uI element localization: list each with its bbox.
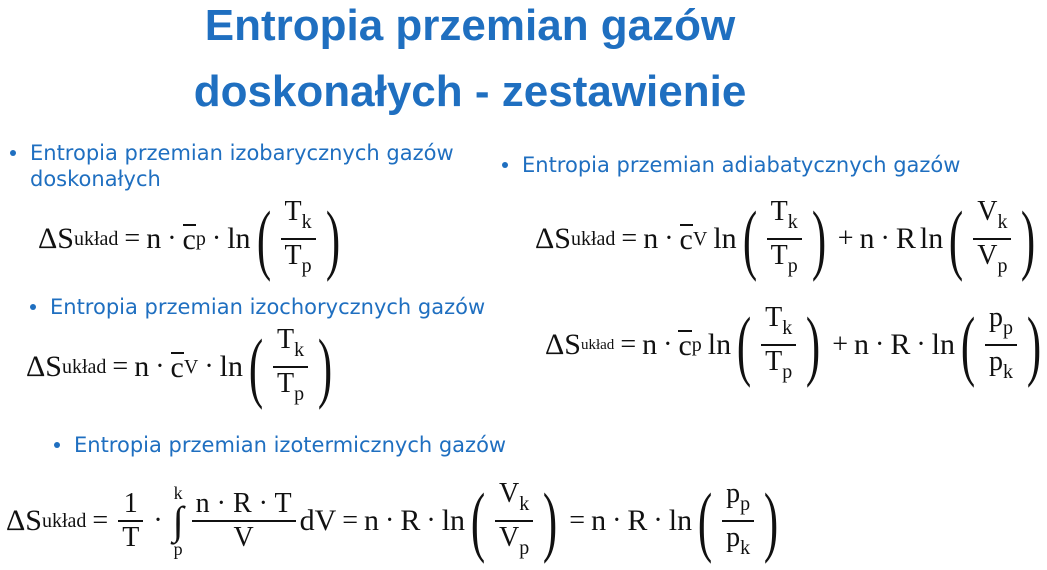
right-paren-icon: ) [1021,195,1036,282]
section-izobaryczne-label: Entropia przemian izobarycznych gazów doskonałych [30,141,454,191]
integral-upper-limit: k [173,483,183,503]
dot-operator: · [204,351,214,382]
dot-operator: · [653,505,663,536]
sub-p: p [787,255,798,277]
left-paren-icon: ( [697,477,713,564]
ln-symbol: ln [931,328,955,361]
equals-sign: = [569,505,586,536]
symbol-v: V [499,522,520,553]
ln-symbol: ln [441,504,466,537]
delta-s: ΔS [38,222,74,255]
symbol-t: T [770,240,788,271]
symbol-t: T [284,240,302,271]
sub-uklad: układ [61,355,107,378]
equation-izochoryczna [26,324,338,410]
equation-izotermiczna [6,478,784,564]
symbol-t: T [276,368,295,399]
left-paren-icon: ( [960,301,976,388]
sub-p: p [195,227,206,250]
integral-sign: ∫ [172,498,184,543]
sub-v: V [692,227,708,250]
symbol-r: R [400,504,421,537]
left-paren-icon: ( [470,477,486,564]
page-title-line-2: doskonałych - zestawienie [193,67,747,116]
equals-sign: = [112,351,129,382]
symbol-n: n [134,350,150,383]
symbol-r: R [895,222,916,255]
dot-operator: · [612,505,622,536]
delta-s: ΔS [6,504,42,537]
symbol-n: n [364,504,380,537]
fraction-tk-tp [281,196,316,282]
delta-s: ΔS [545,328,581,361]
delta-s: ΔS [535,222,571,255]
symbol-dv: dV [299,504,337,537]
sub-p: p [294,383,305,405]
integral-lower-limit: p [173,539,183,559]
ln-symbol: ln [219,350,243,383]
section-izotermiczne-label: Entropia przemian izotermicznych gazów [74,433,507,457]
equation-adiabatyczna-1 [535,196,1041,282]
symbol-n: n [591,504,607,537]
dot-operator: · [664,223,674,254]
sub-uklad: układ [580,336,615,353]
dot-operator: · [663,329,673,360]
symbol-p: p [988,302,1003,333]
symbol-t: T [284,196,302,227]
sub-uklad: układ [73,227,119,250]
ln-symbol: ln [919,222,944,255]
symbol-v: V [499,478,520,509]
sub-p: p [782,361,793,383]
plus-sign: + [837,223,854,254]
fraction-tk-tp [767,196,802,282]
sub-k: k [782,317,793,339]
fraction-nrt-v [192,488,296,554]
left-paren-icon: ( [736,301,752,388]
left-paren-icon: ( [742,195,757,282]
bullet-dot-icon [30,304,36,310]
symbol-t: T [276,324,295,355]
sub-p: p [519,537,530,559]
sub-k: k [294,339,305,361]
sub-k: k [997,211,1008,233]
bullet-dot-icon [54,442,60,448]
symbol-t: T [770,196,788,227]
dot-operator: · [426,505,436,536]
equation-izobaryczna [38,196,346,282]
dot-operator: · [385,505,395,536]
symbol-p: p [988,346,1003,377]
sub-k: k [1002,361,1013,383]
fraction-1-t [118,488,143,554]
left-paren-icon: ( [949,195,964,282]
numeral-one: 1 [123,488,138,519]
ln-symbol: ln [713,222,737,255]
symbol-c: c [679,223,693,256]
symbol-n: n [642,328,658,361]
left-paren-icon: ( [248,323,264,410]
symbol-t: T [122,522,140,553]
plus-sign: + [832,329,848,360]
symbol-p: p [726,478,741,509]
section-izochoryczne-label: Entropia przemian izochorycznych gazów [50,295,486,319]
bullet-dot-icon [10,150,16,156]
sub-p: p [691,333,702,356]
section-izochoryczne [50,294,510,320]
ln-symbol: ln [707,328,732,361]
symbol-r: R [232,488,252,519]
fraction-vk-vp [495,478,533,564]
section-adiabatyczne-label: Entropia przemian adiabatycznych gazów [522,153,961,177]
equals-sign: = [621,223,638,254]
equals-sign: = [124,223,141,254]
ln-symbol: ln [668,504,693,537]
sub-k: k [519,493,530,515]
equals-sign: = [342,505,359,536]
symbol-t: T [274,488,292,519]
symbol-c: c [678,329,692,362]
dot-operator: · [916,329,926,360]
fraction-vk-vp [973,196,1011,282]
dot-operator: · [155,351,165,382]
equation-adiabatyczna-2 [545,302,1047,388]
dot-operator: · [258,488,268,519]
sub-uklad: układ [570,227,616,250]
sub-p: p [1002,317,1013,339]
symbol-t: T [765,302,783,333]
dot-operator: · [153,505,163,536]
right-paren-icon: ) [1026,301,1042,388]
symbol-n: n [853,328,869,361]
fraction-pp-pk [985,302,1017,388]
section-izobaryczne [30,140,470,192]
symbol-n: n [859,222,875,255]
symbol-v: V [977,196,998,227]
sub-k: k [787,211,798,233]
symbol-v: V [977,240,998,271]
symbol-n: n [643,222,659,255]
right-paren-icon: ) [543,477,558,564]
right-paren-icon: ) [325,195,340,282]
equals-sign: = [620,329,637,360]
symbol-t: T [765,346,783,377]
section-izotermiczne [74,432,534,458]
dot-operator: · [874,329,885,360]
sub-p: p [740,493,751,515]
dot-operator: · [211,223,222,254]
ln-symbol: ln [227,222,251,255]
fraction-pp-pk [722,478,754,564]
fraction-tk-tp [761,302,796,388]
symbol-c: c [170,351,184,384]
bullet-dot-icon [502,162,508,168]
delta-s: ΔS [26,350,62,383]
sub-p: p [997,255,1008,277]
integral-icon [173,484,184,558]
sub-v: V [183,355,199,378]
sub-k: k [740,537,751,559]
sub-uklad: układ [41,509,87,532]
symbol-v: V [233,522,254,553]
symbol-p: p [726,522,741,553]
left-paren-icon: ( [256,195,271,282]
page-title-line-1: Entropia przemian gazów [204,1,736,50]
equals-sign: = [92,505,109,536]
symbol-r: R [890,328,911,361]
symbol-n: n [195,488,210,519]
right-paren-icon: ) [811,195,826,282]
right-paren-icon: ) [806,301,821,388]
right-paren-icon: ) [763,477,779,564]
right-paren-icon: ) [317,323,333,410]
section-adiabatyczne [522,152,962,178]
dot-operator: · [167,223,177,254]
symbol-n: n [146,222,162,255]
dot-operator: · [880,223,890,254]
dot-operator: · [216,488,226,519]
sub-p: p [301,255,312,277]
symbol-r: R [627,504,648,537]
sub-k: k [301,211,312,233]
symbol-c: c [182,223,196,256]
fraction-tk-tp [273,324,308,410]
